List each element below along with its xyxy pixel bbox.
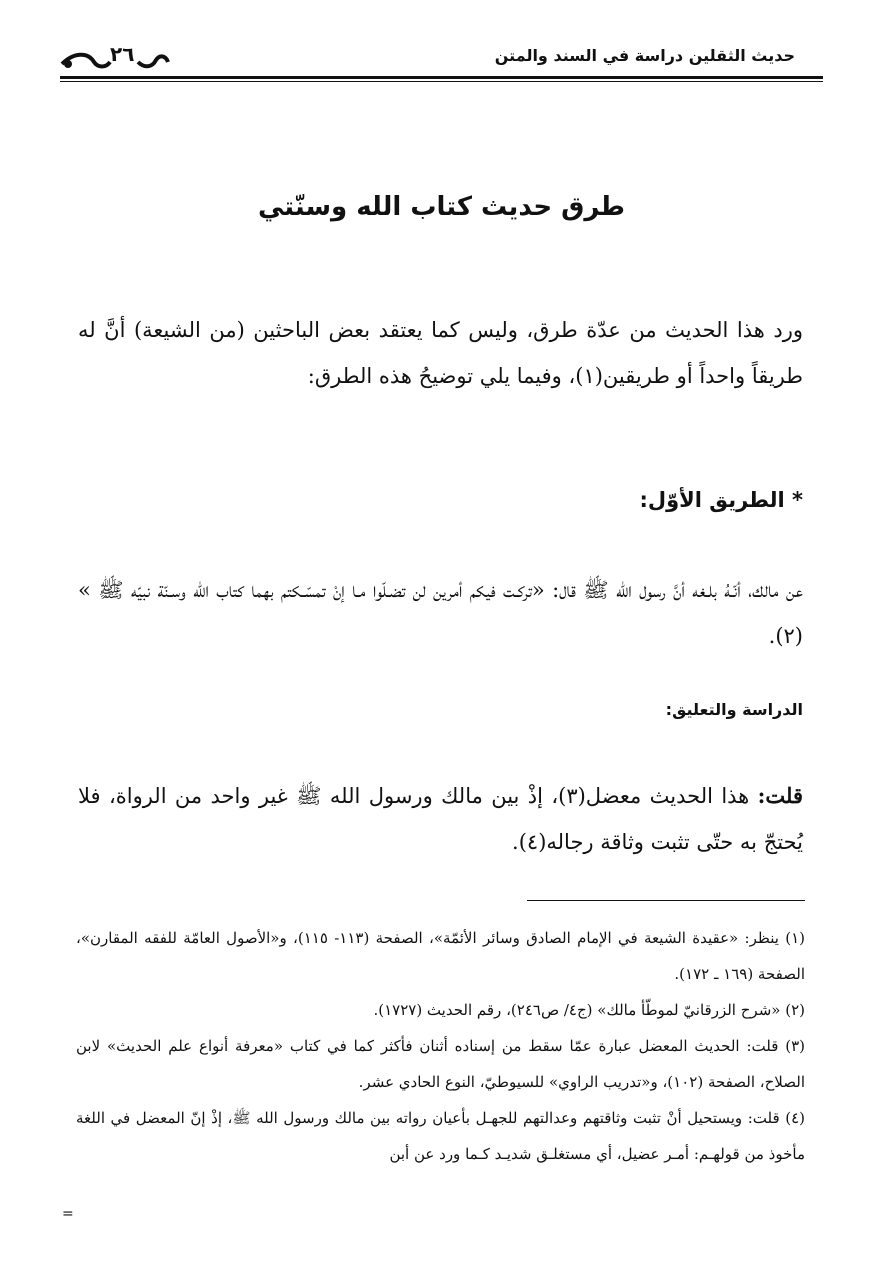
study-heading: الدراسة والتعليق: bbox=[665, 700, 803, 719]
continuation-mark: = bbox=[62, 1206, 74, 1222]
running-title: حديث الثقلين دراسة في السند والمتن bbox=[494, 46, 795, 65]
page-number: ٢٦ bbox=[110, 42, 135, 66]
footnotes bbox=[76, 920, 805, 1172]
study-lead: قلت: bbox=[757, 783, 804, 808]
study-text: هذا الحديث معضل(٣)، إذْ بين مالك ورسول الله ﷺ غير واحد من الرواة، فلا يُحتجّ به حتّى تثبت وثاقة رجاله(٤). bbox=[78, 784, 803, 854]
study-paragraph bbox=[78, 773, 803, 865]
chapter-title: طرق حديث كتاب الله وسنّتي bbox=[257, 192, 626, 222]
intro-paragraph: ورد هذا الحديث من عدّة طرق، وليس كما يعتقد بعض الباحثين (من الشيعة) أنَّ له طريقاً واحداً أو طريقين(١)، وفيما يلي توضيحُ هذه الطرق: bbox=[78, 318, 803, 388]
footnote-separator bbox=[527, 900, 805, 901]
footnote-3: (٣) قلت: الحديث المعضل عبارة عمّا سقط من إسناده أثنان فأكثر كما في كتاب «معرفة أنواع علم الحديث» لابن الصلاح، الصفحة (١٠٢)، و«تدريب الراوي» للسيوطيّ، النوع الحادي عشر. bbox=[76, 1037, 805, 1091]
footnote-2: (٢) «شرح الزرقانيّ لموطّأ مالك» (ج٤/ ص٢٤٦)، رقم الحديث (١٧٢٧). bbox=[373, 1001, 805, 1019]
footnote-1: (١) ينظر: «عقيدة الشيعة في الإمام الصادق وسائر الأئمّة»، الصفحة (١١٣- ١١٥)، و«الأصول العامّة للفقه المقارن»، الصفحة (١٦٩ ـ ١٧٢). bbox=[76, 929, 805, 983]
route1-heading: * الطريق الأوّل: bbox=[639, 488, 803, 512]
header-rule bbox=[60, 76, 823, 79]
page-header bbox=[60, 40, 823, 80]
route1-paragraph: عن مالك، أنّـهُ بلـغه أنَّ رسول الله ﷺ قال: «تركـت فيكم أمرين لن تضـلّوا مـا إنْ تمسّـكتم بهما كتاب الله وسـنّة نبيّه ﷺ » (٢). bbox=[78, 578, 803, 648]
header-rule-thin bbox=[60, 81, 823, 82]
footnote-4: (٤) قلت: ويستحيل أنْ تثبت وثاقتهم وعدالتهم للجهـل بأعيان رواته بين مالك ورسول الله ﷺ، إذْ إنّ المعضل في اللغة مأخوذ من قولهـم: أمـر عضيل، أي مستغلـق شديـد كـما ورد عن أبن bbox=[76, 1109, 805, 1163]
